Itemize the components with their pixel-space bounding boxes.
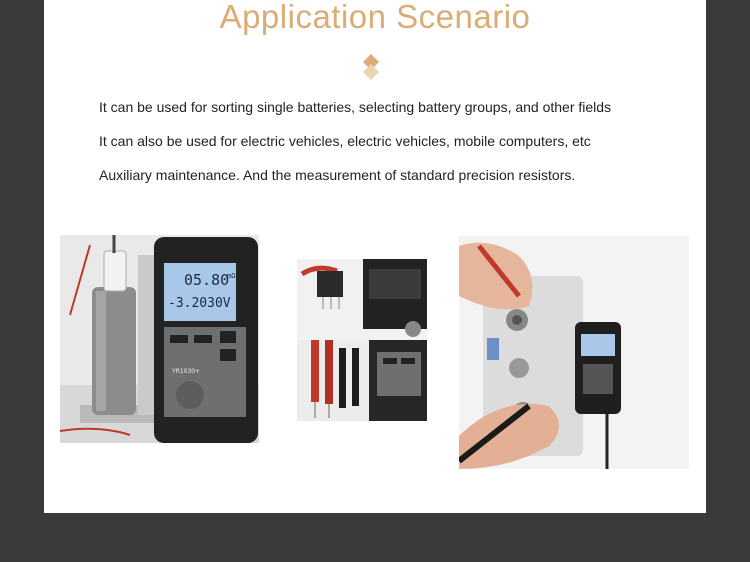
- meter-model-label: YR1030+: [172, 368, 201, 375]
- diamond-ornament-icon: [360, 52, 382, 82]
- description-line-2: It can also be used for electric vehicles, electric vehicles, mobile computers, etc: [99, 133, 591, 149]
- meter-unit-1: mΩ: [227, 272, 236, 280]
- section-title: Application Scenario: [219, 0, 531, 35]
- description-line-3: Auxiliary maintenance. And the measurement of standard precision resistors.: [99, 167, 576, 183]
- probe-leads-photo: [297, 340, 427, 421]
- content-panel: [44, 0, 706, 513]
- description-line-1: It can be used for sorting single batteries, selecting battery groups, and other fields: [99, 99, 612, 115]
- meter-reading-1: 05.80: [184, 271, 230, 289]
- hands-probing-photo: [459, 236, 689, 469]
- test-probes-photo: [297, 259, 427, 340]
- meter-reading-2: -3.2030V: [168, 296, 231, 311]
- battery-test-photo: [60, 235, 259, 443]
